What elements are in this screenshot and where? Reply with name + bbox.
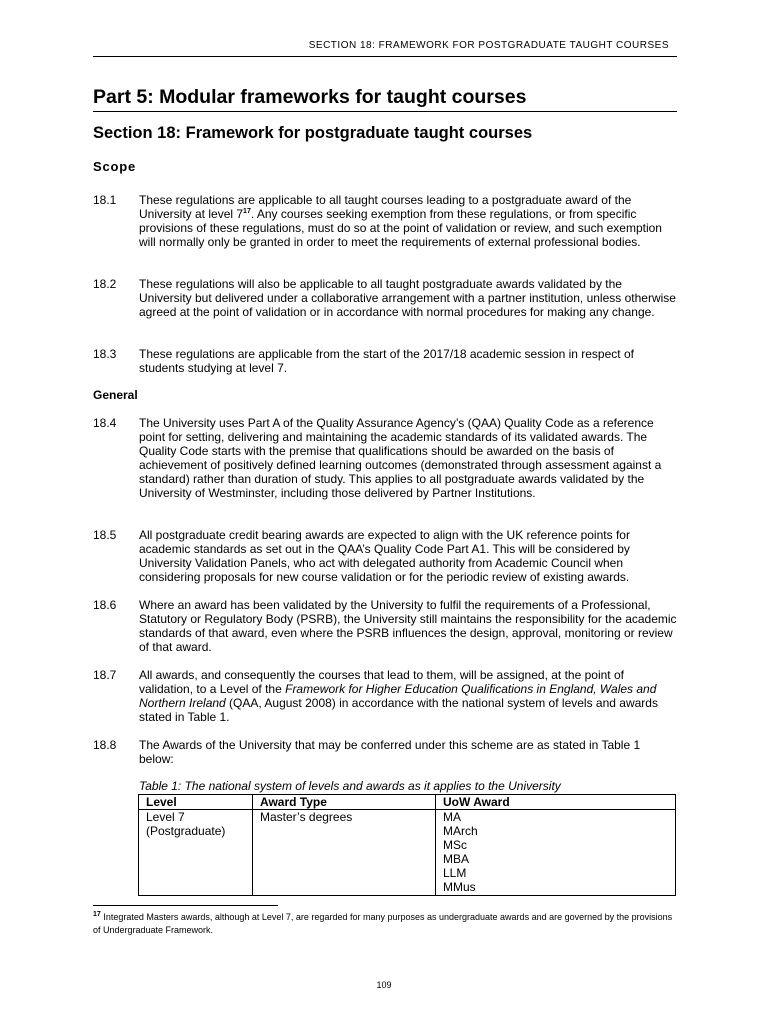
- list-item: MBA: [443, 852, 470, 866]
- table-cell-level: Level 7 (Postgraduate): [139, 810, 253, 896]
- paragraph-text: All postgraduate credit bearing awards are expected to align with the UK reference points for academic standards as set out in the QAA’s Quality Code Part A1. This will be considered by University Validation Panels, who act with delegated authority from Academic Council when considering proposals for new course validation or for the periodic review of existing awards.: [139, 528, 630, 584]
- list-item: MArch: [443, 824, 478, 838]
- paragraph-number: 18.3: [93, 347, 117, 361]
- table-cell-uow-awards: [436, 810, 676, 896]
- part-title-rule: [93, 111, 677, 112]
- footnote-text: Integrated Masters awards, although at Level 7, are regarded for many purposes as undergraduate awards and are governed by the provisions of Undergraduate Framework.: [93, 912, 673, 935]
- header-rule: [93, 56, 677, 57]
- table-header-level: Level: [139, 795, 253, 810]
- paragraph-number: 18.2: [93, 277, 117, 291]
- paragraph-18-2: [93, 277, 677, 319]
- paragraph-18-3: [93, 347, 677, 375]
- paragraph-text: These regulations are applicable from the start of the 2017/18 academic session in respect of students studying at level 7.: [139, 347, 634, 375]
- list-item: LLM: [443, 866, 467, 880]
- paragraph-number: 18.8: [93, 738, 117, 752]
- footnote: [93, 911, 673, 937]
- table-header-uow-award: UoW Award: [436, 795, 676, 810]
- paragraph-18-8: [93, 738, 677, 766]
- paragraph-text: All awards, and consequently the courses that lead to them, will be assigned, at the point of validation, to a Level of the Framework for Higher Education Qualifications in England, Wales and Northern Ireland (QAA, August 2008) in accordance with the national system of levels and awards stated in Table 1.: [139, 668, 658, 724]
- table-row: [139, 810, 676, 896]
- running-header: SECTION 18: FRAMEWORK FOR POSTGRADUATE TAUGHT COURSES: [308, 40, 669, 51]
- paragraph-text: These regulations are applicable to all taught courses leading to a postgraduate award of the University at level $7^{17}$. Any courses seeking exemption from these regulations, or from specific provisions of these regulations, must do so at the point of validation or review, and such exemption will normally only be granted in order to meet the requirements of external professional bodies.: [139, 193, 662, 249]
- paragraph-number: 18.6: [93, 598, 117, 612]
- paragraph-text: The University uses Part A of the Quality Assurance Agency’s (QAA) Quality Code as a reference point for setting, delivering and maintaining the academic standards of its validated awards. The Quality Code starts with the premise that qualifications should be awarded on the basis of achievement of positively defined learning outcomes (demonstrated through assessment against a standard) rather than duration of study. This applies to all postgraduate awards validated by the University of Westminster, including those delivered by Partner Institutions.: [139, 416, 662, 500]
- paragraph-text: Where an award has been validated by the University to fulfil the requirements of a Professional, Statutory or Regulatory Body (PSRB), the University still maintains the responsibility for the academic standards of that award, even where the PSRB influences the design, approval, monitoring or review of that award.: [139, 598, 677, 654]
- paragraph-number: 18.4: [93, 416, 117, 430]
- part-title: Part 5: Modular frameworks for taught courses: [93, 86, 527, 108]
- page-number: 109: [376, 980, 392, 990]
- table-header-row: [139, 795, 676, 810]
- list-item: MMus: [443, 880, 476, 894]
- footnote-mark: 17: [93, 911, 101, 918]
- paragraph-number: 18.7: [93, 668, 117, 682]
- general-heading: General: [93, 388, 138, 402]
- paragraph-text: These regulations will also be applicable to all taught postgraduate awards validated by the University but delivered under a collaborative arrangement with a partner institution, unless otherwise agreed at the point of validation or in accordance with normal procedures for making any change.: [139, 277, 676, 319]
- paragraph-18-5: [93, 528, 677, 584]
- table-header-award-type: Award Type: [253, 795, 436, 810]
- table-caption: Table 1: The national system of levels and awards as it applies to the University: [139, 779, 561, 793]
- list-item: MA: [443, 810, 461, 824]
- footnote-reference: 17: [243, 208, 251, 215]
- levels-table: [138, 794, 676, 896]
- scope-heading: Scope: [93, 159, 137, 174]
- table-cell-award-type: Master’s degrees: [253, 810, 436, 896]
- paragraph-number: 18.1: [93, 193, 117, 207]
- paragraph-18-6: [93, 598, 677, 654]
- paragraph-number: 18.5: [93, 528, 117, 542]
- footnote-rule: [93, 905, 278, 906]
- section-title: Section 18: Framework for postgraduate taught courses: [93, 124, 533, 142]
- paragraph-18-4: [93, 416, 677, 500]
- paragraph-18-7: [93, 668, 677, 724]
- paragraph-text: The Awards of the University that may be conferred under this scheme are as stated in Table 1 below:: [139, 738, 641, 766]
- paragraph-18-1: [93, 193, 677, 249]
- list-item: MSc: [443, 838, 467, 852]
